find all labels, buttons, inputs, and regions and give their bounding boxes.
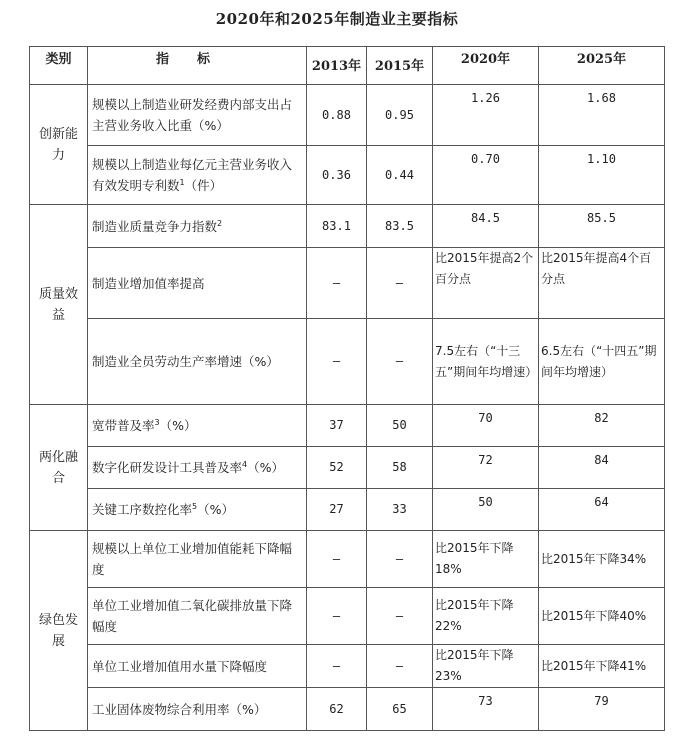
target-2020: 1.26 — [433, 85, 539, 146]
value-2013: 37 — [307, 405, 367, 447]
table-row — [30, 447, 665, 489]
target-2025: 82 — [539, 405, 665, 447]
value-2015: 65 — [367, 688, 433, 731]
target-2020: 比2015年下降23% — [433, 645, 539, 688]
indicator-text: 规模以上单位工业增加值能耗下降幅度 — [92, 541, 293, 577]
value-2013: 0.88 — [307, 85, 367, 146]
target-2020: 72 — [433, 447, 539, 489]
value-2015: – — [367, 319, 433, 405]
indicator-unit: （件） — [184, 178, 223, 193]
table-row — [30, 489, 665, 531]
header-2013: 2013年 — [307, 47, 367, 85]
header-2015: 2015年 — [367, 47, 433, 85]
table-row — [30, 85, 665, 146]
indicator-text: 工业固体废物综合利用率（%） — [92, 701, 267, 717]
value-2015: 33 — [367, 489, 433, 531]
footnote-marker: 3 — [154, 417, 160, 427]
indicator-cell — [88, 319, 307, 405]
value-2013: – — [307, 531, 367, 588]
table-row — [30, 688, 665, 731]
table-row — [30, 146, 665, 205]
table-row — [30, 531, 665, 588]
target-2025: 比2015年下降41% — [539, 645, 665, 688]
header-indicator: 指标 — [88, 47, 307, 85]
indicators-table — [29, 46, 665, 731]
target-2025: 85.5 — [539, 205, 665, 248]
value-2013: – — [307, 248, 367, 319]
footnote-marker: 1 — [179, 177, 185, 187]
category-cell: 质量效益 — [30, 205, 88, 405]
indicator-cell — [88, 588, 307, 645]
target-2020: 比2015年提高2个百分点 — [433, 248, 539, 319]
indicator-text: 关键工序数控化率 — [92, 502, 193, 517]
value-2015: – — [367, 645, 433, 688]
indicator-text: 数字化研发设计工具普及率 — [92, 460, 243, 475]
value-2015: 0.95 — [367, 85, 433, 146]
value-2015: 83.5 — [367, 205, 433, 248]
target-2025: 79 — [539, 688, 665, 731]
indicator-unit: （%） — [197, 502, 234, 517]
footnote-marker: 2 — [217, 218, 223, 228]
indicator-cell — [88, 146, 307, 205]
category-cell: 绿色发展 — [30, 531, 88, 731]
indicator-text: 宽带普及率 — [92, 418, 155, 433]
indicator-cell — [88, 248, 307, 319]
footnote-marker: 4 — [242, 459, 248, 469]
header-2020: 2020年 — [433, 47, 539, 85]
indicator-cell — [88, 531, 307, 588]
table-row — [30, 588, 665, 645]
header-row — [30, 47, 665, 85]
indicator-cell — [88, 85, 307, 146]
header-category: 类别 — [30, 47, 88, 85]
value-2013: – — [307, 588, 367, 645]
value-2013: 27 — [307, 489, 367, 531]
value-2015: 50 — [367, 405, 433, 447]
indicator-cell — [88, 489, 307, 531]
value-2015: – — [367, 248, 433, 319]
target-2025: 1.10 — [539, 146, 665, 205]
indicator-unit: （%） — [247, 460, 284, 475]
value-2013: 0.36 — [307, 146, 367, 205]
target-2025: 6.5左右（“十四五”期间年均增速） — [539, 319, 665, 405]
table-row — [30, 205, 665, 248]
indicator-text: 单位工业增加值用水量下降幅度 — [92, 658, 268, 674]
indicator-cell — [88, 405, 307, 447]
table-row — [30, 319, 665, 405]
table-row — [30, 645, 665, 688]
target-2020: 50 — [433, 489, 539, 531]
indicator-text: 单位工业增加值二氧化碳排放量下降幅度 — [92, 598, 293, 634]
value-2015: 0.44 — [367, 146, 433, 205]
indicator-cell — [88, 688, 307, 731]
value-2013: – — [307, 319, 367, 405]
table-row — [30, 405, 665, 447]
page-title: 2020年和2025年制造业主要指标 — [215, 10, 459, 28]
indicator-text: 制造业质量竞争力指数 — [92, 218, 218, 234]
target-2025: 1.68 — [539, 85, 665, 146]
value-2015: – — [367, 588, 433, 645]
value-2013: – — [307, 645, 367, 688]
target-2025: 比2015年下降40% — [539, 588, 665, 645]
target-2020: 84.5 — [433, 205, 539, 248]
target-2020: 73 — [433, 688, 539, 731]
category-cell: 创新能力 — [30, 85, 88, 205]
value-2015: – — [367, 531, 433, 588]
indicator-text: 制造业全员劳动生产率增速（%） — [92, 354, 279, 369]
target-2020: 70 — [433, 405, 539, 447]
category-cell: 两化融合 — [30, 405, 88, 531]
indicator-text: 制造业增加值率提高 — [92, 275, 205, 291]
table-row — [30, 248, 665, 319]
header-2025: 2025年 — [539, 47, 665, 85]
target-2025: 64 — [539, 489, 665, 531]
footnote-marker: 5 — [192, 501, 198, 511]
value-2013: 62 — [307, 688, 367, 731]
indicator-cell — [88, 645, 307, 688]
target-2020: 比2015年下降22% — [433, 588, 539, 645]
indicator-cell — [88, 205, 307, 248]
indicator-cell — [88, 447, 307, 489]
target-2020: 7.5左右（“十三五”期间年均增速） — [433, 319, 539, 405]
target-2025: 84 — [539, 447, 665, 489]
target-2025: 比2015年下降34% — [539, 531, 665, 588]
indicator-text: 规模以上制造业研发经费内部支出占主营业务收入比重（%） — [92, 97, 293, 133]
target-2020: 比2015年下降18% — [433, 531, 539, 588]
value-2015: 58 — [367, 447, 433, 489]
indicator-unit: （%） — [159, 418, 197, 433]
target-2025: 比2015年提高4个百分点 — [539, 248, 665, 319]
target-2020: 0.70 — [433, 146, 539, 205]
value-2013: 83.1 — [307, 205, 367, 248]
indicator-text: 规模以上制造业每亿元主营业务收入有效发明专利数 — [92, 157, 293, 193]
value-2013: 52 — [307, 447, 367, 489]
